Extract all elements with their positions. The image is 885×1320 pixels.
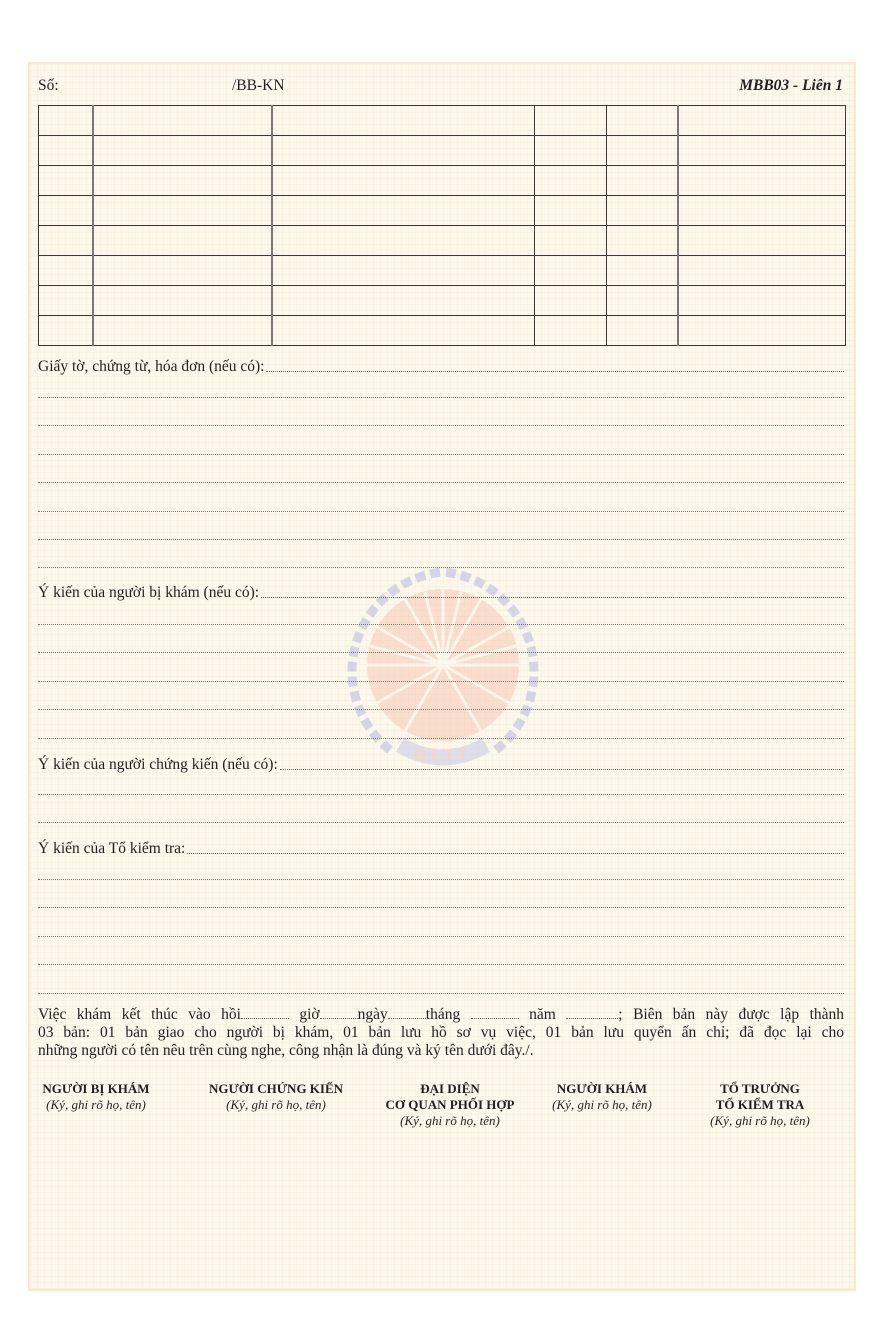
signature-witness: NGƯỜI CHỨNG KIẾN (Ký, ghi rõ họ, tên) [208,1081,344,1112]
inspection-team-opinion-line[interactable] [38,907,844,908]
searched-person-opinion-dotted-line[interactable] [261,596,844,598]
table-cell[interactable] [607,256,678,286]
inspection-team-opinion-dotted-line[interactable] [187,852,844,854]
svg-text:QLTT: QLTT [414,748,472,764]
table-cell[interactable] [678,106,846,136]
table-cell[interactable] [607,286,678,316]
table-cell[interactable] [272,226,535,256]
table-cell[interactable] [272,196,535,226]
inspection-team-opinion-label: Ý kiến của Tổ kiểm tra: [38,840,186,857]
documents-line[interactable] [38,454,844,455]
witness-opinion-label: Ý kiến của người chứng kiến (nếu có): [38,756,278,773]
documents-line[interactable] [38,397,844,398]
table-cell[interactable] [272,136,535,166]
inspection-team-opinion-field[interactable] [38,838,844,858]
year-field[interactable] [566,1017,618,1019]
witness-opinion-line[interactable] [38,822,844,823]
table-row [39,196,846,226]
table-cell[interactable] [678,256,846,286]
table-cell[interactable] [607,226,678,256]
table-row [39,166,846,196]
item-table [38,105,846,346]
table-cell[interactable] [93,256,272,286]
table-cell[interactable] [93,166,272,196]
table-cell[interactable] [678,286,846,316]
table-cell[interactable] [39,316,93,346]
table-row [39,316,846,346]
table-cell[interactable] [678,226,846,256]
searched-person-opinion-field[interactable] [38,582,844,602]
table-row [39,106,846,136]
table-cell[interactable] [535,106,607,136]
table-cell[interactable] [678,316,846,346]
closing-line-3: những người có tên nêu trên cùng nghe, công nhận là đúng và ký tên dưới đây./. [38,1042,534,1059]
inspection-team-opinion-line[interactable] [38,879,844,880]
table-cell[interactable] [535,136,607,166]
table-cell[interactable] [607,196,678,226]
inspection-team-opinion-line[interactable] [38,936,844,937]
table-cell[interactable] [607,166,678,196]
hour-field[interactable] [241,1017,289,1019]
witness-opinion-dotted-line[interactable] [280,768,844,770]
searched-person-opinion-line[interactable] [38,681,844,682]
table-cell[interactable] [607,316,678,346]
table-cell[interactable] [39,196,93,226]
document-number-suffix: /BB-KN [232,77,285,94]
documents-label: Giấy tờ, chứng từ, hóa đơn (nếu có): [38,358,265,375]
table-cell[interactable] [272,166,535,196]
table-cell[interactable] [535,316,607,346]
table-cell[interactable] [93,136,272,166]
table-cell[interactable] [39,136,93,166]
documents-line[interactable] [38,511,844,512]
table-cell[interactable] [535,256,607,286]
month-field[interactable] [388,1017,426,1019]
table-cell[interactable] [39,226,93,256]
signature-searched-person: NGƯỜI BỊ KHÁM (Ký, ghi rõ họ, tên) [42,1081,150,1112]
documents-dotted-line[interactable] [266,370,844,372]
closing-paragraph [38,1006,844,1060]
month-value-field[interactable] [471,1017,519,1019]
searched-person-opinion-line[interactable] [38,624,844,625]
table-cell[interactable] [93,226,272,256]
witness-opinion-line[interactable] [38,794,844,795]
closing-line-2: 03 bản: 01 bản giao cho người bị khám, 01 bản lưu hồ sơ vụ việc, 01 bản lưu quyển ấn chỉ; đã đọc lại cho [38,1024,844,1041]
table-cell[interactable] [535,196,607,226]
documents-line[interactable] [38,425,844,426]
table-cell[interactable] [93,316,272,346]
table-cell[interactable] [535,286,607,316]
table-cell[interactable] [535,226,607,256]
searched-person-opinion-line[interactable] [38,652,844,653]
signature-coordinating-agency: ĐẠI DIỆN CƠ QUAN PHỐI HỢP (Ký, ghi rõ họ, tên) [385,1081,515,1128]
table-cell[interactable] [39,166,93,196]
documents-line[interactable] [38,482,844,483]
table-cell[interactable] [93,106,272,136]
table-cell[interactable] [39,106,93,136]
day-field[interactable] [320,1017,358,1019]
table-cell[interactable] [272,286,535,316]
signature-team-leader: TỔ TRƯỞNG TỔ KIỂM TRA (Ký, ghi rõ họ, tên) [710,1081,810,1128]
table-cell[interactable] [93,196,272,226]
documents-field[interactable] [38,356,844,376]
table-cell[interactable] [535,166,607,196]
table-cell[interactable] [272,106,535,136]
table-row [39,226,846,256]
table-cell[interactable] [607,136,678,166]
table-cell[interactable] [39,286,93,316]
inspection-team-opinion-line[interactable] [38,964,844,965]
closing-line-1: Việc khám kết thúc vào hồi giờ ngày tháng năm ; Biên bản này được lập thành [38,1006,845,1023]
table-row [39,286,846,316]
document-number-label: Số: [38,77,59,94]
table-cell[interactable] [39,256,93,286]
searched-person-opinion-line[interactable] [38,738,844,739]
inspection-team-opinion-line[interactable] [38,993,844,994]
table-cell[interactable] [93,286,272,316]
witness-opinion-field[interactable] [38,754,844,774]
documents-line[interactable] [38,539,844,540]
table-cell[interactable] [272,316,535,346]
form-code: MBB03 - Liên 1 [739,77,843,94]
table-row [39,256,846,286]
table-cell[interactable] [678,166,846,196]
searched-person-opinion-label: Ý kiến của người bị khám (nếu có): [38,584,260,601]
table-cell[interactable] [607,106,678,136]
signature-searcher: NGƯỜI KHÁM (Ký, ghi rõ họ, tên) [552,1081,652,1112]
table-cell[interactable] [678,196,846,226]
table-row [39,136,846,166]
documents-line[interactable] [38,567,844,568]
table-cell[interactable] [678,136,846,166]
table-cell[interactable] [272,256,535,286]
searched-person-opinion-line[interactable] [38,709,844,710]
